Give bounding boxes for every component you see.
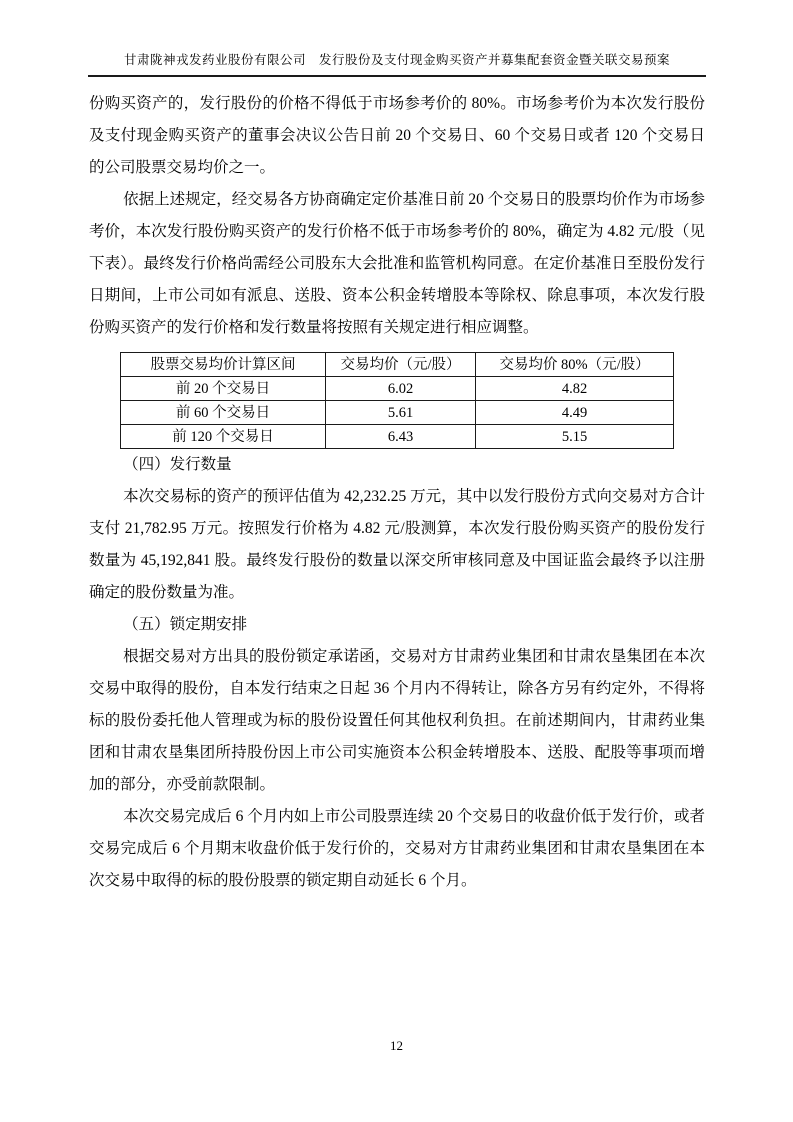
table-cell: 前 20 个交易日 — [121, 377, 326, 401]
header-title: 甘肃陇神戎发药业股份有限公司 发行股份及支付现金购买资产并募集配套资金暨关联交易预案 — [123, 53, 670, 67]
table-cell: 4.49 — [476, 401, 674, 425]
table-cell: 5.15 — [476, 425, 674, 449]
table-cell: 5.61 — [326, 401, 476, 425]
document-content — [89, 88, 705, 897]
table-row — [121, 425, 674, 449]
table-header-interval: 股票交易均价计算区间 — [121, 353, 326, 377]
table-row — [121, 377, 674, 401]
paragraph-continuation: 份购买资产的，发行股份的价格不得低于市场参考价的 80%。市场参考价为本次发行股份及支付现金购买资产的董事会决议公告日前 20 个交易日、60 个交易日或者 120 个交易日的公司股票交易均价之一。 — [89, 95, 705, 176]
paragraph-issue-quantity: 本次交易标的资产的预评估值为 42,232.25 万元，其中以发行股份方式向交易对方合计支付 21,782.95 万元。按照发行价格为 4.82 元/股测算，本次发行股份购买资产的股份发行数量为 45,192,841 股。最终发行股份的数量以深交所审核同意及中国证监会最终予以注册确定的股份数量为准。 — [89, 488, 705, 601]
section-heading-lockup-arrangement: （五）锁定期安排 — [123, 616, 248, 633]
page-header — [88, 50, 706, 77]
paragraph-pricing-basis: 依据上述规定，经交易各方协商确定定价基准日前 20 个交易日的股票均价作为市场参考价，本次发行股份购买资产的发行价格不低于市场参考价的 80%，确定为 4.82 元/股（见下表）。最终发行价格尚需经公司股东大会批准和监管机构同意。在定价基准日至股份发行日期间，上市公司如有派息、送股、资本公积金转增股本等除权、除息事项，本次发行股份购买资产的发行价格和发行数量将按照有关规定进行相应调整。 — [89, 191, 705, 336]
table-header-row — [121, 353, 674, 377]
table-cell: 4.82 — [476, 377, 674, 401]
paragraph-lockup-terms: 根据交易对方出具的股份锁定承诺函，交易对方甘肃药业集团和甘肃农垦集团在本次交易中取得的股份，自本发行结束之日起 36 个月内不得转让，除各方另有约定外，不得将标的股份委托他人管理或为标的股份设置任何其他权利负担。在前述期间内，甘肃药业集团和甘肃农垦集团所持股份因上市公司实施资本公积金转增股本、送股、配股等事项而增加的部分，亦受前款限制。 — [89, 648, 705, 793]
table-cell: 前 120 个交易日 — [121, 425, 326, 449]
table-header-avg-price: 交易均价（元/股） — [326, 353, 476, 377]
page-number: 12 — [390, 1038, 403, 1053]
table-cell: 6.02 — [326, 377, 476, 401]
average-price-table — [120, 352, 674, 449]
paragraph-lockup-extension: 本次交易完成后 6 个月内如上市公司股票连续 20 个交易日的收盘价低于发行价，或者交易完成后 6 个月期末收盘价低于发行价的，交易对方甘肃药业集团和甘肃农垦集团在本次交易中取得的标的股份股票的锁定期自动延长 6 个月。 — [89, 808, 705, 889]
table-header-avg-price-80: 交易均价 80%（元/股） — [476, 353, 674, 377]
section-heading-issue-quantity: （四）发行数量 — [123, 456, 232, 473]
table-cell: 前 60 个交易日 — [121, 401, 326, 425]
table-cell: 6.43 — [326, 425, 476, 449]
table-row — [121, 401, 674, 425]
